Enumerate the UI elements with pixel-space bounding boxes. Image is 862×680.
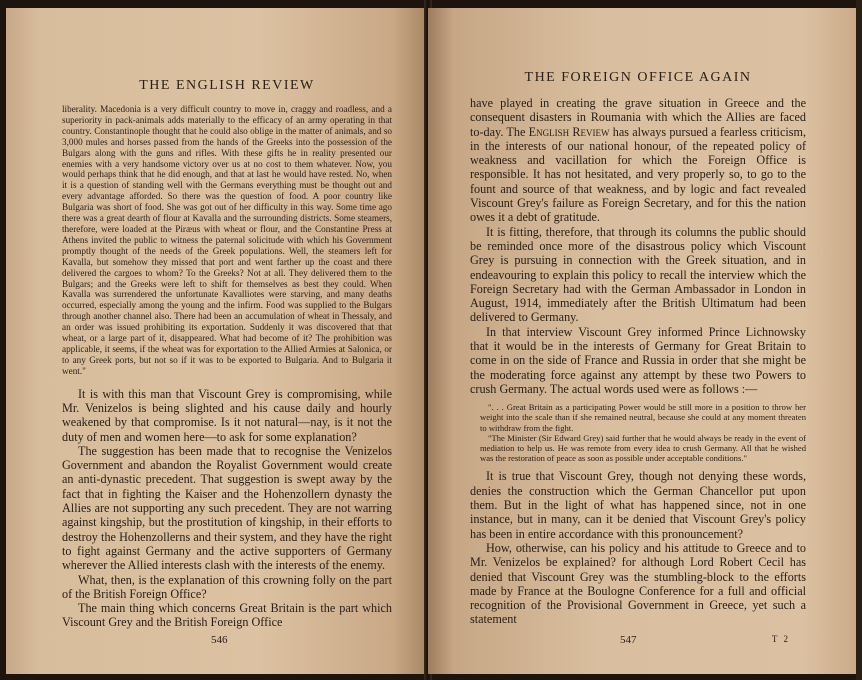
quoted-passage: liberality. Macedonia is a very difficult country to move in, craggy and roadless, and a superiority in pack-animals adds materially to the efficacy of an army operating in that country. Constantinople thought that he could also oblige in the matter of animals, and so 3,000 mules and horses passed from the hands of the Greeks into the possession of the Bulgars along with the guns and rifles. With these gifts he in reality presented our enemies with a very handsome victory over us at no cost to them whatever. Now, you would perhaps think that he did enough, and that at last he would have rested. No, when it is a question of standing well with the Germans everything must be thought out and every advantage afforded. So there was the question of food. A poor country like Bulgaria was short of food. She was got out of her difficulty in this way. Some time ago there was a great dearth of flour at Kavalla and the surrounding districts. Some steamers, therefore, were loaded at the Piræus with wheat or flour, and the Constantine Press at Athens invited the public to witness the paternal solicitude with which his Government promptly thought of the needs of the Greek populations. Well, the steamers left for Kavalla, but somehow they missed that port and went farther up the coast and there delivered the cargoes to whom? To the Greeks? Not at all. They delivered them to the Bulgars; and the Greeks were left to shift for themselves as best they could. When Kavalla was surrendered the unfortunate Kavalliotes were starving, and many deaths occurred, especially among the young and the infirm. Food was supplied to the Bulgars through another channel also. There had been an accumulation of wheat in Thessaly, and an order was issued prohibiting its exportation. Suddenly it was discovered that that wheat, or a large part of it, disappeared. What had become of it? The prohibition was applicable, it seems, if the wheat was for exportation to the Allied Armies at Salonica, or to any Greek ports, but not so if it was to be exported to Bulgaria. And to Bulgaria it went." xyxy=(62,104,392,376)
page-number-left: 546 xyxy=(211,634,228,646)
paragraph-continued xyxy=(470,96,806,225)
right-page xyxy=(428,8,856,674)
running-header-right: THE FOREIGN OFFICE AGAIN xyxy=(524,70,752,85)
page-number-right: 547 xyxy=(620,634,637,646)
cover-edge xyxy=(856,0,862,680)
paragraph-3: What, then, is the explanation of this crowning folly on the part of the British Foreign Office? xyxy=(62,572,392,601)
paragraph-continued-text-a: have played in creating the grave situation in Greece and the consequent disasters in Roumania with which the Allies are faced to-day. The xyxy=(470,96,806,139)
paragraph-2: The suggestion has been made that to recognise the Venizelos Government and abandon the Royalist Government would create an anti-dynastic precedent. That suggestion is swept away by the fact that in fighting the Kaiser and the Hohenzollern dynasty the Allies are not supporting any such precedent. They are not warring against kingship, but the prostitution of kingship, in their efforts to destroy the Hohenzollerns and their system, and they have the right to fight against Germany and the active supporters of Germany wherever the Allied interests clash with the interests of the enemy. xyxy=(62,443,392,573)
paragraph-1: It is with this man that Viscount Grey is compromising, while Mr. Venizelos is being slighted and his cause daily and hourly weakened by that compromise. Is it not natural—nay, is it not the duty of men and women here—to ask for some explanation? xyxy=(62,386,392,444)
paragraph-otherwise: How, otherwise, can his policy and his attitude to Greece and to Mr. Venizelos be explained? for although Lord Robert Cecil has denied that Viscount Grey was the stumbling-block to the efforts made by France at the Boulogne Conference for a full and official recognition of the Provisional Government in Greece, yet such a statement xyxy=(470,540,806,627)
left-page xyxy=(6,8,426,674)
paragraph-fitting: It is fitting, therefore, that through its columns the public should be reminded once more of the disastrous policy which Viscount Grey is pursuing in connection with the Greek situation, and in endeavouring to explain this policy to recall the interview which the Foreign Secretary had with the German Ambassador in London in August, 1914, immediately after the British Ultimatum had been delivered to Germany. xyxy=(470,224,806,325)
quote-line-1: ". . . Great Britain as a participating Power would be still more in a position to throw her weight into the scale than if she remained neutral, because she could at any moment threaten to withdraw from the fight. xyxy=(480,402,806,433)
quoted-words xyxy=(480,402,806,463)
signature-mark: T 2 xyxy=(771,634,790,644)
journal-title: English Review xyxy=(528,124,610,139)
paragraph-4: The main thing which concerns Great Britain is the part which Viscount Grey and the British Foreign Office xyxy=(62,601,392,630)
paragraph-interview: In that interview Viscount Grey informed Prince Lichnowsky that it would be in the interests of Germany for Great Britain to come in on the side of France and Russia in order that she might be the moderating force against any attempt by these two Powers to crush Germany. The actual words used were as follows :— xyxy=(470,324,806,396)
paragraph-true: It is true that Viscount Grey, though not denying these words, denies the construction which the German Chancellor put upon them. But in the light of what has happened since, not in one instance, but in many, can it be denied that Viscount Grey's policy has been in entire accordance with this pronouncement? xyxy=(470,469,806,541)
quote-line-2: "The Minister (Sir Edward Grey) said further that he would always be ready in the event of mediation to help us. He was remote from every idea to crush Germany. All that he wished was the restoration of peace as soon as possible under acceptable conditions." xyxy=(480,432,806,464)
paragraph-continued-text-b: has always pursued a fearless criticism, in the interests of our national honour, of the repeated policy of weakness and vacillation for which the Foreign Office is responsible. It has not hesitated, and very properly so, to go to the fount and source of that weakness, and by logic and fact revealed Viscount Grey's failure as Foreign Secretary, and for this the nation owes it a debt of gratitude. xyxy=(470,124,807,225)
running-header-left: THE ENGLISH REVIEW xyxy=(139,78,315,93)
